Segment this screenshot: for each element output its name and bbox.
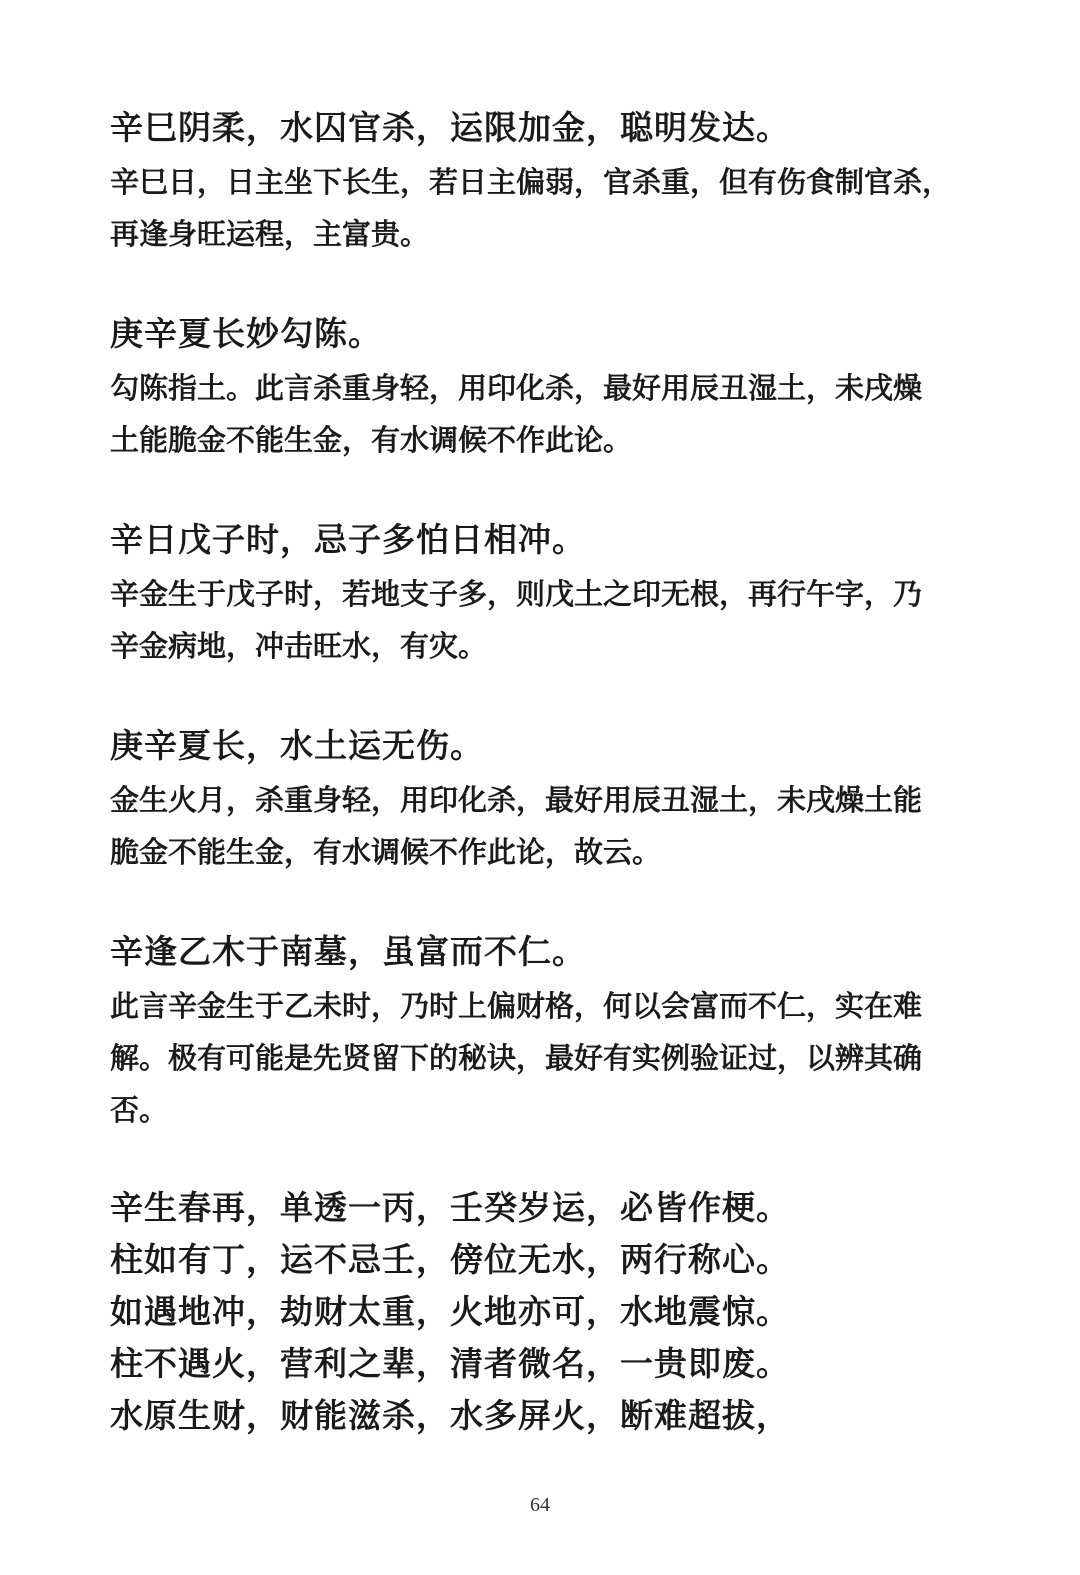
section-paragraph	[110, 774, 980, 878]
page-body	[110, 100, 980, 1442]
section-heading: 庚辛夏长妙勾陈。	[110, 314, 382, 353]
paragraph-line: 脆金不能生金，有水调候不作此论，故云。	[110, 835, 662, 869]
page-number: 64	[530, 1494, 550, 1516]
paragraph-line: 金生火月，杀重身轻，用印化杀，最好用辰丑湿土，未戌燥土能	[110, 783, 923, 817]
paragraph-line: 辛金生于戊子时，若地支子多，则戊土之印无根，再行午字，乃	[110, 577, 923, 611]
verse-line: 柱如有丁，运不忌壬，傍位无水，两行称心。	[110, 1240, 790, 1279]
section-4	[110, 718, 980, 878]
paragraph-line: 否。	[110, 1093, 169, 1127]
section-heading: 庚辛夏长，水土运无伤。	[110, 726, 484, 765]
paragraph-line: 勾陈指土。此言杀重身轻，用印化杀，最好用辰丑湿土，未戌燥	[110, 371, 923, 405]
paragraph-line: 土能脆金不能生金，有水调候不作此论。	[110, 423, 633, 457]
verse-line: 辛生春再，单透一丙，壬癸岁运，必皆作梗。	[110, 1188, 790, 1227]
paragraph-line: 辛金病地，冲击旺水，有灾。	[110, 629, 488, 663]
section-paragraph	[110, 980, 980, 1136]
section-heading: 辛巳阴柔，水囚官杀，运限加金，聪明发达。	[110, 108, 790, 147]
verse-line: 如遇地冲，劫财太重，火地亦可，水地震惊。	[110, 1292, 790, 1331]
section-paragraph	[110, 362, 980, 466]
section-paragraph	[110, 156, 980, 260]
paragraph-line: 解。极有可能是先贤留下的秘诀，最好有实例验证过，以辨其确	[110, 1041, 923, 1075]
section-5	[110, 924, 980, 1136]
section-2	[110, 306, 980, 466]
section-heading: 辛日戊子时，忌子多怕日相冲。	[110, 520, 586, 559]
verse-block	[110, 1182, 980, 1442]
paragraph-line: 辛巳日，日主坐下长生，若日主偏弱，官杀重，但有伤食制官杀，	[110, 165, 952, 199]
section-paragraph	[110, 568, 980, 672]
paragraph-line: 再逢身旺运程，主富贵。	[110, 217, 430, 251]
section-heading: 辛逢乙木于南墓，虽富而不仁。	[110, 932, 586, 971]
verse-line: 水原生财，财能滋杀，水多屏火，断难超拔，	[110, 1396, 790, 1435]
section-1	[110, 100, 980, 260]
paragraph-line: 此言辛金生于乙未时，乃时上偏财格，何以会富而不仁，实在难	[110, 989, 923, 1023]
verse-line: 柱不遇火，营利之辈，清者微名，一贵即废。	[110, 1344, 790, 1383]
section-3	[110, 512, 980, 672]
